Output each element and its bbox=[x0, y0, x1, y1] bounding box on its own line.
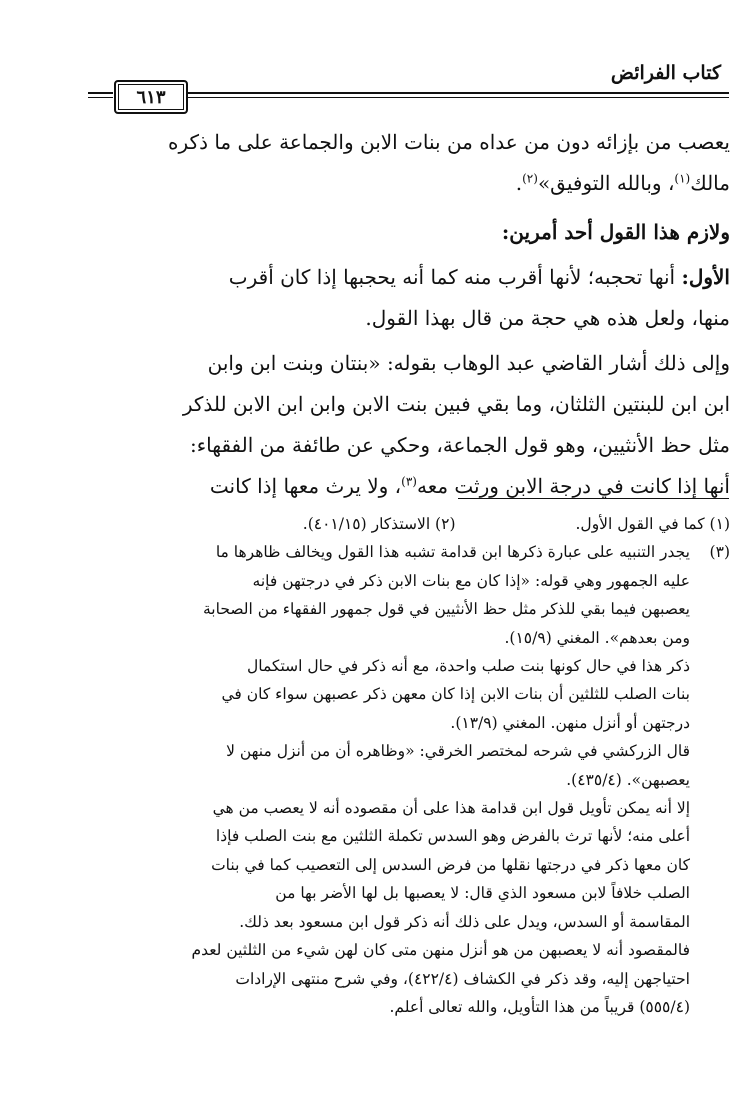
header-rule-right bbox=[188, 92, 729, 98]
footnote-3-line-7: درجتهن أو أنزل منهن. المغني (١٣/٩). bbox=[450, 713, 690, 732]
footnote-2: (٢) الاستذكار (٤٠١/١٥). bbox=[302, 515, 456, 533]
paragraph-1-line-2b: ، وبالله التوفيق» bbox=[537, 171, 675, 195]
paragraph-1 bbox=[70, 122, 730, 204]
footnote-3-line-2: عليه الجمهور وهي قوله: «إذا كان مع بنات الابن ذكر في درجتهن فإنه bbox=[252, 571, 690, 590]
footnote-3-number: (٣) bbox=[709, 543, 730, 562]
footnote-3-line-14: المقاسمة أو السدس، ويدل على ذلك أنه ذكر قول ابن مسعود بعد ذلك. bbox=[239, 912, 690, 931]
footnote-3-line-9: يعصبهن». (٤٣٥/٤). bbox=[566, 770, 690, 789]
footnote-3-line-13: الصلب خلافاً لابن مسعود الذي قال: لا يعصبها بل لها الأضر بها من bbox=[275, 884, 690, 903]
footnote-3-line-12: كان معها ذكر في درجتها نقلها من فرض السدس إلى التعصيب كما في بنات bbox=[211, 855, 690, 874]
main-text bbox=[70, 122, 730, 507]
footnote-3-line-8: قال الزركشي في شرحه لمختصر الخرقي: «وظاهره أن من أنزل منهن لا bbox=[226, 742, 690, 761]
paragraph-3-line-2: منها، ولعل هذه هي حجة من قال بهذا القول. bbox=[365, 306, 730, 330]
footnote-3-line-17: (٥٥٥/٤) قريباً من هذا التأويل، والله تعالى أعلم. bbox=[389, 997, 690, 1016]
footnote-3-line-3: يعصبهن فيما بقي للذكر مثل حظ الأنثيين في قول جمهور الفقهاء من الصحابة bbox=[202, 600, 690, 619]
paragraph-1-line-2c: . bbox=[515, 171, 523, 195]
paragraph-4-line-4a: أنها إذا كانت في درجة الابن ورثت معه bbox=[416, 474, 730, 498]
paragraph-4-line-1: وإلى ذلك أشار القاضي عبد الوهاب بقوله: «بنتان وبنت ابن وابن bbox=[207, 351, 730, 375]
footnote-separator bbox=[458, 498, 729, 499]
page-number: ٦١٣ bbox=[114, 80, 188, 114]
footnote-3-line-11: أعلى منه؛ لأنها ترث بالفرض وهو السدس تكملة الثلثين مع بنت الصلب فإذا bbox=[215, 827, 690, 846]
footnote-3 bbox=[70, 538, 730, 1021]
footnote-1: (١) كما في القول الأول. bbox=[575, 515, 730, 533]
paragraph-3 bbox=[70, 257, 730, 339]
book-title: كتاب الفرائض bbox=[610, 62, 721, 84]
footnote-ref-3: (٣) bbox=[401, 474, 417, 489]
footnotes bbox=[70, 510, 730, 1021]
footnote-ref-1: (١) bbox=[674, 171, 691, 186]
paragraph-4 bbox=[70, 343, 730, 507]
paragraph-3-label: الأول: bbox=[681, 265, 730, 289]
paragraph-4-line-2: ابن ابن للبنتين الثلثان، وما بقي فبين بنت الابن وابن ابن الابن للذكر bbox=[182, 392, 730, 416]
paragraph-1-line-2a: مالك bbox=[690, 171, 730, 195]
paragraph-4-line-4b: ، ولا يرث معها إذا كانت bbox=[209, 474, 402, 498]
footnote-ref-2: (٢) bbox=[522, 171, 538, 186]
footnote-3-line-1: يجدر التنبيه على عبارة ذكرها ابن قدامة تشبه هذا القول ويخالف ظاهرها ما bbox=[215, 543, 690, 562]
footnote-row-1-2 bbox=[70, 510, 730, 538]
paragraph-1-line-1: يعصب من بإزائه دون من عداه من بنات الابن والجماعة على ما ذكره bbox=[168, 130, 730, 154]
header-rule-left bbox=[88, 92, 113, 98]
footnote-3-line-16: احتياجهن إليه، وقد ذكر في الكشاف (٤٢٢/٤)، وفي شرح منتهى الإرادات bbox=[235, 969, 690, 988]
paragraph-3-line-1: أنها تحجبه؛ لأنها أقرب منه كما أنه يحجبها إذا كان أقرب bbox=[228, 265, 682, 289]
paragraph-4-line-3: مثل حظ الأنثيين، وهو قول الجماعة، وحكي عن طائفة من الفقهاء: bbox=[189, 433, 730, 457]
footnote-3-line-10: إلا أنه يمكن تأويل قول ابن قدامة هذا على أن مقصوده أنه لا يعصب من هي bbox=[212, 799, 690, 818]
footnote-3-line-15: فالمقصود أنه لا يعصبهن من هو أنزل منهن متى كان لهن شيء من الثلثين لعدم bbox=[191, 941, 690, 960]
footnote-3-line-5: ذكر هذا في حال كونها بنت صلب واحدة، مع أنه ذكر في حال استكمال bbox=[246, 657, 690, 676]
paragraph-2: ولازم هذا القول أحد أمرين: bbox=[501, 220, 730, 244]
footnote-3-line-6: بنات الصلب للثلثين أن بنات الابن إذا كان معهن ذكر عصبهن سواء كان في bbox=[221, 685, 690, 704]
footnote-3-line-4: ومن بعدهم». المغني (١٥/٩). bbox=[504, 628, 690, 647]
